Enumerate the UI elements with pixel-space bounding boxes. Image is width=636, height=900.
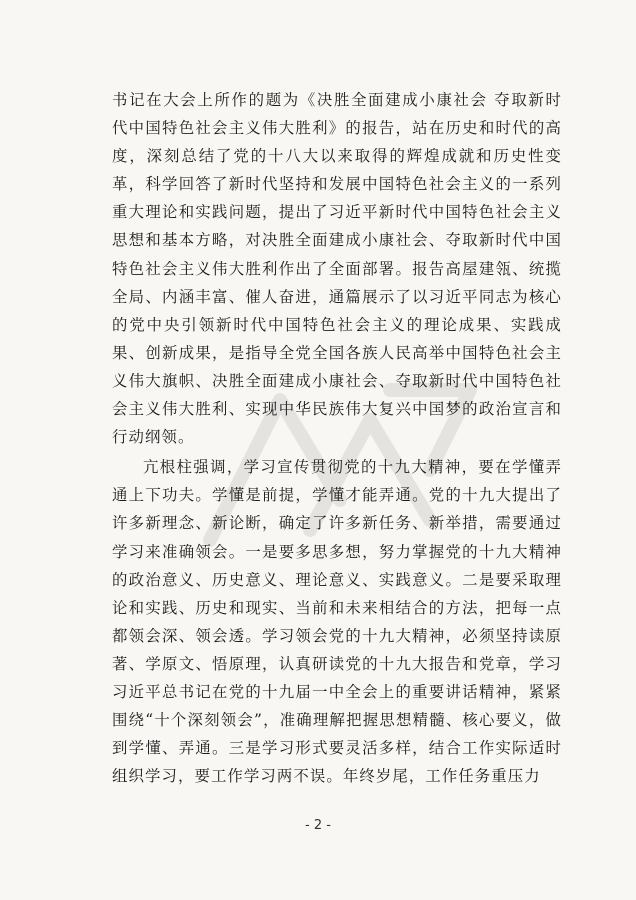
paragraph-1: 书记在大会上所作的题为《决胜全面建成小康社会 夺取新时代中国特色社会主义伟大胜利》的报告，站在历史和时代的高度，深刻总结了党的十八大以来取得的辉煌成就和历史性变革，科学回答了新时代坚持和发展中国特色社会主义的一系列重大理论和实践问题，提出了习近平新时代中国特色社会主义思想和基本方略，对决胜全面建成小康社会、夺取新时代中国特色社会主义伟大胜利作出了全面部署。报告高屋建瓴、统揽全局、内涵丰富、催人奋进，通篇展示了以习近平同志为核心的党中央引领新时代中国特色社会主义的理论成果、实践成果、创新成果，是指导全党全国各族人民高举中国特色社会主义伟大旗帜、决胜全面建成小康社会、夺取新时代中国特色社会主义伟大胜利、实现中华民族伟大复兴中国梦的政治宣言和行动纲领。 bbox=[112, 91, 562, 447]
paragraph-2: 亢根柱强调，学习宣传贯彻党的十九大精神，要在学懂弄通上下功夫。学懂是前提，学懂才能弄通。党的十九大提出了许多新理念、新论断，确定了许多新任务、新举措，需要通过学习来准确领会。一是要多思多想，努力掌握党的十九大精神的政治意义、历史意义、理论意义、实践意义。二是要采取理论和实践、历史和现实、当前和未来相结合的方法，把每一点都领会深、领会透。学习领会党的十九大精神，必须坚持读原著、学原文、悟原理，认真研读党的十九大报告和党章，学习习近平总书记在党的十九届一中全会上的重要讲话精神，紧紧围绕“十个深刻领会”，准确理解把握思想精髓、核心要义，做到学懂、弄通。三是学习形式要灵活多样，结合工作实际适时组织学习，要工作学习两不误。年终岁尾，工作任务重压力 bbox=[112, 458, 562, 786]
page-number: - 2 - bbox=[305, 818, 331, 833]
document-body bbox=[112, 86, 562, 790]
